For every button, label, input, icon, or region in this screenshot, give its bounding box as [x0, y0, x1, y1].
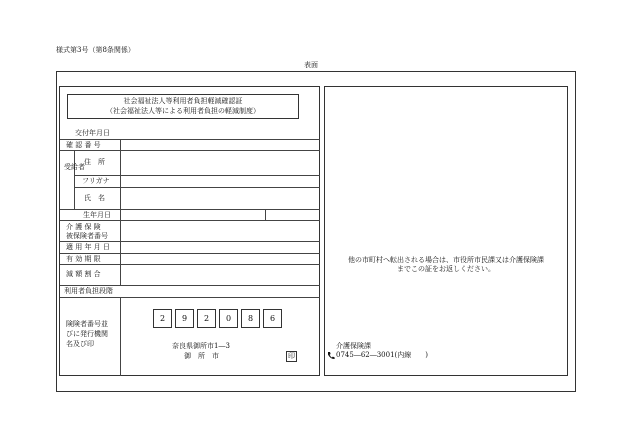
recipient-label: 受給者	[64, 163, 85, 171]
row-line	[60, 241, 320, 242]
valid-period-label: 有 効 期 限	[66, 255, 101, 263]
issuer-name: 御 所 市	[184, 352, 219, 360]
apply-date-label: 適 用 年 月 日	[66, 243, 110, 251]
confirm-number-label: 確 認 番 号	[66, 141, 101, 149]
insurer-digit: 6	[263, 309, 282, 328]
row-line	[60, 253, 320, 254]
issuer-address: 奈良県御所市1―3	[172, 342, 230, 350]
col-line	[74, 150, 75, 209]
col-line	[120, 139, 121, 285]
phone-icon	[327, 351, 335, 360]
col-line	[265, 209, 266, 220]
col-line	[120, 297, 121, 376]
insurer-label-3: 名及び印	[66, 340, 94, 348]
row-line	[60, 264, 320, 265]
insurer-digit: 8	[241, 309, 260, 328]
insurer-digit: 2	[197, 309, 216, 328]
reduction-rate-label: 減 額 割 合	[66, 270, 101, 278]
insurer-digit: 2	[153, 309, 172, 328]
row-line	[60, 139, 320, 140]
row-line	[60, 209, 320, 210]
side-label: 表面	[304, 61, 318, 69]
insurer-label-1: 険険者番号並	[66, 320, 108, 328]
name-label: 氏 名	[84, 194, 105, 202]
row-line	[60, 297, 320, 298]
insured-number-label-1: 介 護 保 険	[66, 223, 101, 231]
right-card	[324, 86, 568, 376]
row-line	[60, 285, 320, 286]
return-notice-line2: までこの証をお返しください。	[397, 265, 495, 273]
form-number-label: 様式第3号（第8条関係）	[56, 46, 135, 54]
row-line	[74, 175, 320, 176]
seal-mark: 印	[288, 352, 295, 360]
insurer-digit: 9	[175, 309, 194, 328]
row-line	[74, 187, 320, 188]
insurer-label-2: びに発行機関	[66, 330, 108, 338]
furigana-label: フリガナ	[82, 177, 110, 185]
row-line	[60, 220, 320, 221]
return-notice-line1: 他の市町村へ転出される場合は、市役所市民課又は介護保険課	[348, 256, 544, 264]
birth-date-label: 生年月日	[83, 211, 111, 219]
insured-number-label-2: 被保険者番号	[66, 232, 108, 240]
department-name: 介護保険課	[336, 342, 371, 350]
address-label: 住 所	[84, 158, 105, 166]
card-subtitle: （社会福祉法人等による利用者負担の軽減制度）	[106, 107, 260, 115]
burden-stage-label: 利用者負担段階	[64, 287, 113, 295]
issue-date-label: 交付年月日	[75, 129, 110, 137]
card-title: 社会福祉法人等利用者負担軽減確認証	[123, 97, 243, 105]
row-line	[60, 150, 320, 151]
insurer-digit: 0	[219, 309, 238, 328]
phone-number: 0745―62―3001(内線 )	[336, 351, 428, 359]
